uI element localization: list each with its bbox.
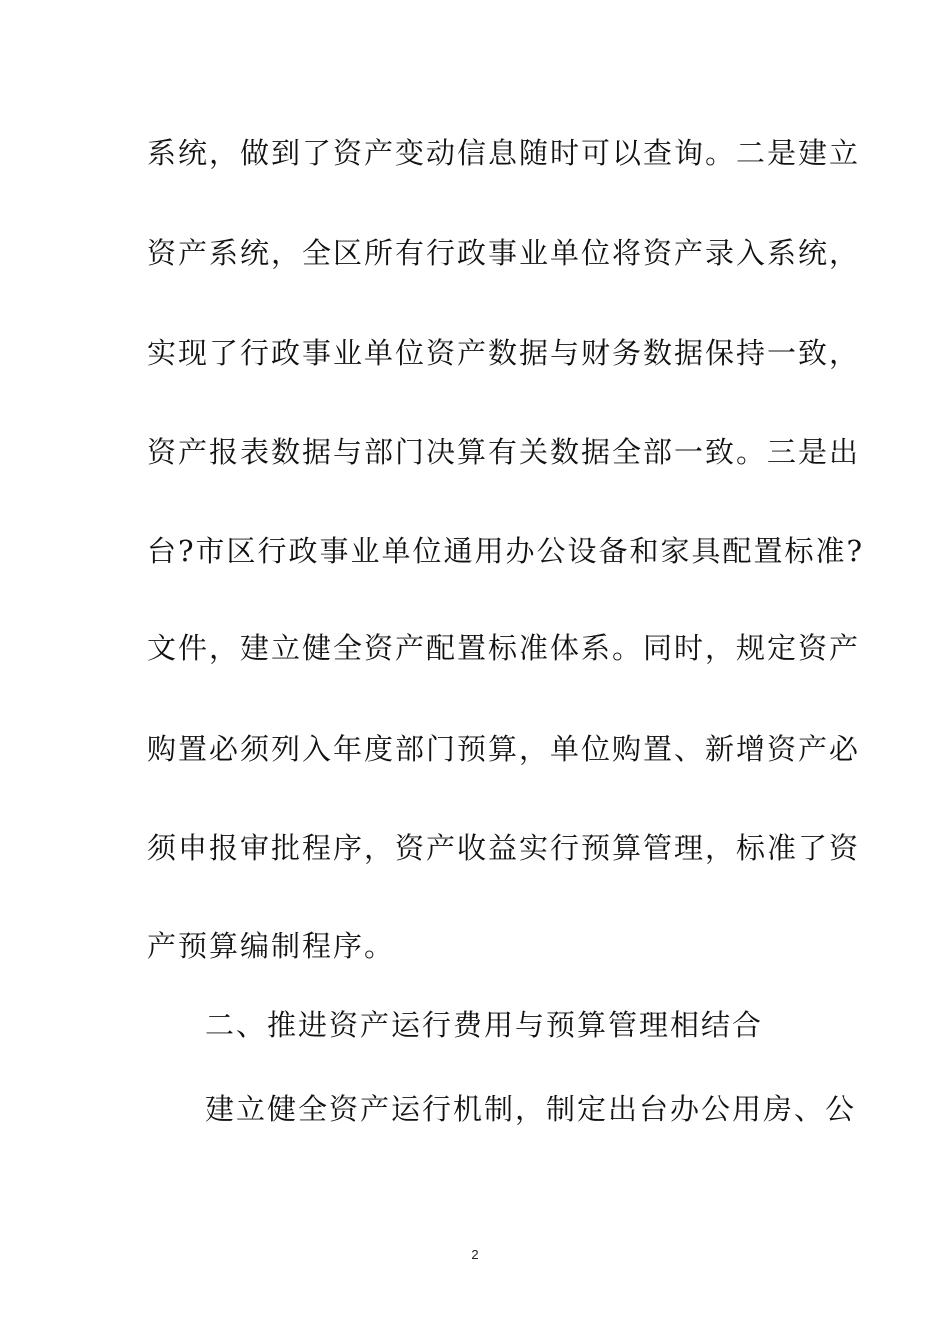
page-number: 2 [471,1247,479,1262]
section-heading: 二、推进资产运行费用与预算管理相结合 [205,1008,764,1042]
body-text-line: 文件，建立健全资产配置标准体系。同时，规定资产 [147,631,861,665]
body-text-line: 系统，做到了资产变动信息随时可以查询。二是建立 [147,136,861,170]
body-text-line: 资产系统，全区所有行政事业单位将资产录入系统， [147,236,861,270]
paragraph-first-line: 建立健全资产运行机制，制定出台办公用房、公 [205,1092,857,1126]
body-text-line: 须申报审批程序，资产收益实行预算管理，标准了资 [147,831,861,865]
body-text-line: 台?市区行政事业单位通用办公设备和家具配置标准? [147,534,865,568]
body-text-line: 产预算编制程序。 [147,929,396,963]
body-text-line: 购置必须列入年度部门预算，单位购置、新增资产必 [147,732,861,766]
body-text-line: 实现了行政事业单位资产数据与财务数据保持一致， [147,336,861,370]
body-text-line: 资产报表数据与部门决算有关数据全部一致。三是出 [147,435,861,469]
